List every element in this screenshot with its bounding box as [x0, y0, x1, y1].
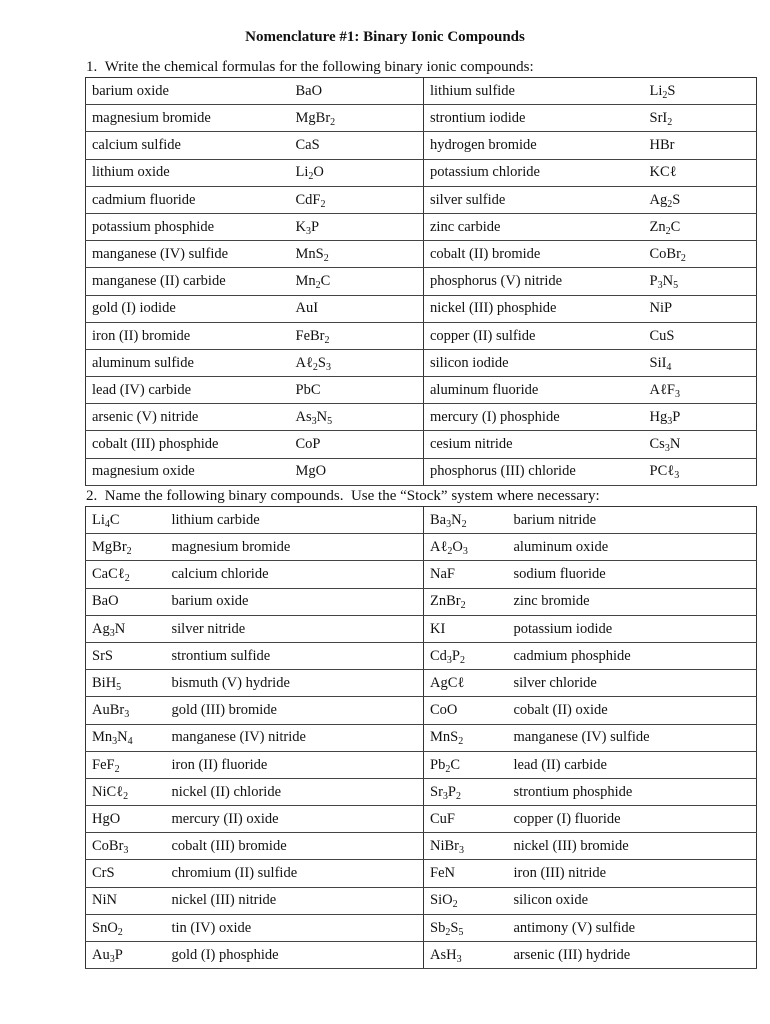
table-row: [86, 724, 757, 751]
chemical-formula: SnO$_2$: [86, 914, 166, 941]
chemical-formula: KCℓ: [644, 159, 757, 186]
chemical-formula: SiI$_4$: [644, 349, 757, 376]
chemical-formula: AuI: [290, 295, 424, 322]
chemical-formula: $As_3N_5$: [290, 404, 424, 431]
chemical-formula: $Mn_3N_4$: [86, 724, 166, 751]
compound-name: gold (III) bromide: [166, 697, 424, 724]
table-row: [86, 431, 757, 458]
compound-name: tin (IV) oxide: [166, 914, 424, 941]
chemical-formula: $Cs_3N$: [644, 431, 757, 458]
compound-name: silver chloride: [508, 670, 757, 697]
chemical-formula: MgO: [290, 458, 424, 485]
chemical-formula: CrS: [86, 860, 166, 887]
compound-name: cobalt (II) bromide: [424, 241, 644, 268]
table-row: [86, 778, 757, 805]
compound-name: lithium sulfide: [424, 78, 644, 105]
compound-name: mercury (II) oxide: [166, 806, 424, 833]
chemical-formula: PbC: [290, 377, 424, 404]
compound-name: zinc bromide: [508, 588, 757, 615]
compound-name: silver sulfide: [424, 186, 644, 213]
chemical-formula: $Sb_2S_5$: [424, 914, 508, 941]
table-row: [86, 806, 757, 833]
table-row: [86, 458, 757, 485]
compound-name: strontium iodide: [424, 105, 644, 132]
question-1-heading: 1. Write the chemical formulas for the following binary ionic compounds:: [86, 59, 534, 75]
table-row: [86, 241, 757, 268]
chemical-formula: $Zn_2C$: [644, 213, 757, 240]
compound-name: magnesium oxide: [86, 458, 290, 485]
chemical-formula: CuF: [424, 806, 508, 833]
compound-name: mercury (I) phosphide: [424, 404, 644, 431]
worksheet-title: Nomenclature #1: Binary Ionic Compounds: [245, 29, 525, 45]
compound-name: phosphorus (III) chloride: [424, 458, 644, 485]
chemical-formula: SrS: [86, 642, 166, 669]
question-2-heading: 2. Name the following binary compounds. Use the “Stock” system where necessary:: [86, 488, 600, 504]
chemical-formula: AℓF$_3$: [644, 377, 757, 404]
table-row: [86, 534, 757, 561]
compound-name: copper (I) fluoride: [508, 806, 757, 833]
chemical-formula: $Sr_3P_2$: [424, 778, 508, 805]
table-row: [86, 159, 757, 186]
chemical-formula: MnS$_2$: [290, 241, 424, 268]
chemical-formula: AsH$_3$: [424, 942, 508, 969]
chemical-formula: FeBr$_2$: [290, 322, 424, 349]
compound-name: cobalt (III) phosphide: [86, 431, 290, 458]
table-row: [86, 295, 757, 322]
chemical-formula: $Pb_2C$: [424, 751, 508, 778]
compound-name: cobalt (II) oxide: [508, 697, 757, 724]
chemical-formula: $K_3P$: [290, 213, 424, 240]
compound-name: aluminum fluoride: [424, 377, 644, 404]
chemical-formula: $Li_2S$: [644, 78, 757, 105]
chemical-formula: MnS$_2$: [424, 724, 508, 751]
chemical-formula: $Ag_2S$: [644, 186, 757, 213]
compound-name: nickel (III) bromide: [508, 833, 757, 860]
table-row: [86, 507, 757, 534]
compound-name: aluminum sulfide: [86, 349, 290, 376]
chemical-formula: SiO$_2$: [424, 887, 508, 914]
table-row: [86, 833, 757, 860]
compound-name: gold (I) iodide: [86, 295, 290, 322]
compound-name: magnesium bromide: [166, 534, 424, 561]
chemical-formula: AuBr$_3$: [86, 697, 166, 724]
table-row: [86, 322, 757, 349]
compound-name: arsenic (III) hydride: [508, 942, 757, 969]
compound-name: calcium chloride: [166, 561, 424, 588]
compound-name: cadmium phosphide: [508, 642, 757, 669]
compound-name: silicon oxide: [508, 887, 757, 914]
compound-name: strontium sulfide: [166, 642, 424, 669]
table-row: [86, 78, 757, 105]
chemical-formula: $Ag_3N$: [86, 615, 166, 642]
compound-name: lithium carbide: [166, 507, 424, 534]
compound-name: manganese (IV) sulfide: [86, 241, 290, 268]
compound-name: cobalt (III) bromide: [166, 833, 424, 860]
compound-name: chromium (II) sulfide: [166, 860, 424, 887]
table-row: [86, 670, 757, 697]
question-1-table: [85, 77, 757, 486]
table-row: [86, 914, 757, 941]
compound-name: aluminum oxide: [508, 534, 757, 561]
compound-name: manganese (II) carbide: [86, 268, 290, 295]
compound-name: arsenic (V) nitride: [86, 404, 290, 431]
table-row: [86, 887, 757, 914]
compound-name: lead (II) carbide: [508, 751, 757, 778]
table-row: [86, 942, 757, 969]
chemical-formula: CaCℓ$_2$: [86, 561, 166, 588]
compound-name: silicon iodide: [424, 349, 644, 376]
chemical-formula: $Au_3P$: [86, 942, 166, 969]
chemical-formula: $Cd_3P_2$: [424, 642, 508, 669]
table-row: [86, 132, 757, 159]
compound-name: calcium sulfide: [86, 132, 290, 159]
chemical-formula: FeN: [424, 860, 508, 887]
compound-name: potassium phosphide: [86, 213, 290, 240]
compound-name: barium oxide: [166, 588, 424, 615]
table-row: [86, 404, 757, 431]
chemical-formula: NiP: [644, 295, 757, 322]
compound-name: nickel (III) nitride: [166, 887, 424, 914]
chemical-formula: NiBr$_3$: [424, 833, 508, 860]
chemical-formula: CuS: [644, 322, 757, 349]
compound-name: silver nitride: [166, 615, 424, 642]
chemical-formula: MgBr$_2$: [290, 105, 424, 132]
compound-name: potassium chloride: [424, 159, 644, 186]
chemical-formula: FeF$_2$: [86, 751, 166, 778]
table-row: [86, 588, 757, 615]
chemical-formula: HBr: [644, 132, 757, 159]
compound-name: zinc carbide: [424, 213, 644, 240]
chemical-formula: $A\ell_2O_3$: [424, 534, 508, 561]
compound-name: nickel (II) chloride: [166, 778, 424, 805]
table-row: [86, 615, 757, 642]
compound-name: potassium iodide: [508, 615, 757, 642]
chemical-formula: NiN: [86, 887, 166, 914]
chemical-formula: HgO: [86, 806, 166, 833]
compound-name: bismuth (V) hydride: [166, 670, 424, 697]
compound-name: barium nitride: [508, 507, 757, 534]
chemical-formula: SrI$_2$: [644, 105, 757, 132]
table-row: [86, 377, 757, 404]
chemical-formula: KI: [424, 615, 508, 642]
chemical-formula: PCℓ$_3$: [644, 458, 757, 485]
table-row: [86, 349, 757, 376]
compound-name: phosphorus (V) nitride: [424, 268, 644, 295]
chemical-formula: NaF: [424, 561, 508, 588]
chemical-formula: NiCℓ$_2$: [86, 778, 166, 805]
chemical-formula: BaO: [86, 588, 166, 615]
compound-name: iron (III) nitride: [508, 860, 757, 887]
chemical-formula: BiH$_5$: [86, 670, 166, 697]
compound-name: strontium phosphide: [508, 778, 757, 805]
compound-name: manganese (IV) sulfide: [508, 724, 757, 751]
compound-name: lead (IV) carbide: [86, 377, 290, 404]
chemical-formula: $Hg_3P$: [644, 404, 757, 431]
compound-name: barium oxide: [86, 78, 290, 105]
table-row: [86, 561, 757, 588]
chemical-formula: $Mn_2C$: [290, 268, 424, 295]
chemical-formula: $Ba_3N_2$: [424, 507, 508, 534]
compound-name: manganese (IV) nitride: [166, 724, 424, 751]
compound-name: copper (II) sulfide: [424, 322, 644, 349]
table-row: [86, 186, 757, 213]
compound-name: gold (I) phosphide: [166, 942, 424, 969]
chemical-formula: CdF$_2$: [290, 186, 424, 213]
compound-name: magnesium bromide: [86, 105, 290, 132]
chemical-formula: MgBr$_2$: [86, 534, 166, 561]
table-row: [86, 697, 757, 724]
chemical-formula: $Li_4C$: [86, 507, 166, 534]
compound-name: iron (II) bromide: [86, 322, 290, 349]
chemical-formula: $P_3N_5$: [644, 268, 757, 295]
chemical-formula: CaS: [290, 132, 424, 159]
table-row: [86, 105, 757, 132]
question-2-table: [85, 506, 757, 969]
chemical-formula: CoBr$_3$: [86, 833, 166, 860]
chemical-formula: $A\ell_2S_3$: [290, 349, 424, 376]
compound-name: cesium nitride: [424, 431, 644, 458]
chemical-formula: $Li_2O$: [290, 159, 424, 186]
chemical-formula: CoO: [424, 697, 508, 724]
chemical-formula: ZnBr$_2$: [424, 588, 508, 615]
table-row: [86, 213, 757, 240]
compound-name: hydrogen bromide: [424, 132, 644, 159]
chemical-formula: AgCℓ: [424, 670, 508, 697]
compound-name: antimony (V) sulfide: [508, 914, 757, 941]
table-row: [86, 751, 757, 778]
compound-name: cadmium fluoride: [86, 186, 290, 213]
table-row: [86, 268, 757, 295]
compound-name: lithium oxide: [86, 159, 290, 186]
table-row: [86, 642, 757, 669]
chemical-formula: CoP: [290, 431, 424, 458]
compound-name: nickel (III) phosphide: [424, 295, 644, 322]
chemical-formula: BaO: [290, 78, 424, 105]
compound-name: sodium fluoride: [508, 561, 757, 588]
chemical-formula: CoBr$_2$: [644, 241, 757, 268]
compound-name: iron (II) fluoride: [166, 751, 424, 778]
table-row: [86, 860, 757, 887]
